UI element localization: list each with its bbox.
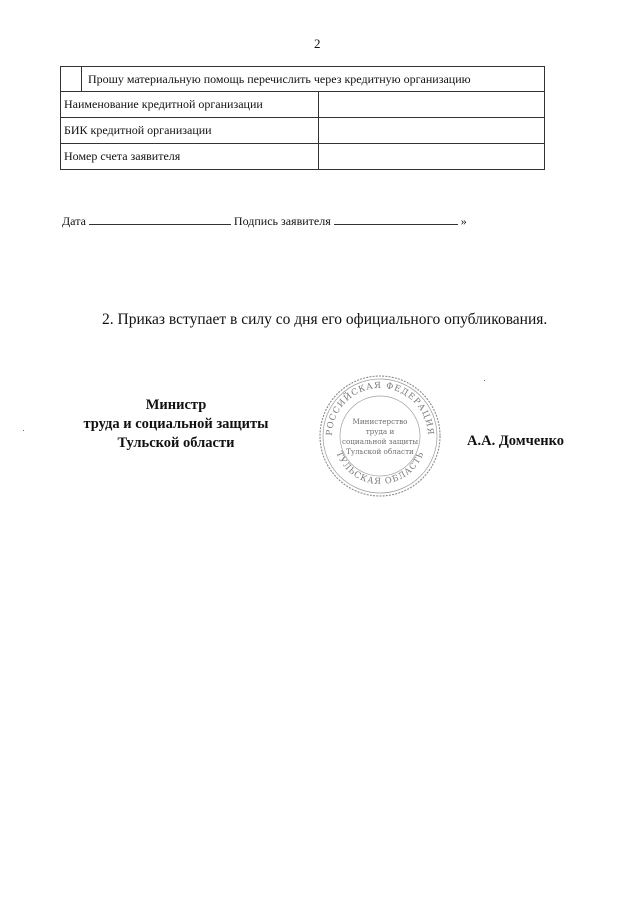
- signatory-name: А.А. Домченко: [467, 433, 565, 449]
- official-stamp: [318, 374, 442, 498]
- date-blank[interactable]: [89, 212, 231, 225]
- stamp-center-line: труда и: [365, 427, 395, 436]
- scan-speck: [484, 380, 485, 381]
- applicant-signature-label: Подпись заявителя: [233, 214, 331, 228]
- stamp-center-line: Министерство: [352, 417, 408, 426]
- position-line: труда и социальной защиты: [83, 416, 269, 432]
- date-signature-line: [62, 212, 467, 229]
- account-number-field[interactable]: [319, 144, 544, 169]
- table-row: [60, 144, 545, 170]
- bik-field[interactable]: [319, 118, 544, 143]
- transfer-checkbox-label: Прошу материальную помощь перечислить через кредитную организацию: [88, 72, 471, 86]
- signatory-position: [70, 396, 282, 453]
- page-number: 2: [314, 36, 321, 51]
- position-line: Тульской области: [117, 435, 235, 451]
- effective-date-clause: 2. Приказ вступает в силу со дня его официального опубликования.: [102, 311, 548, 328]
- signature-blank[interactable]: [334, 212, 458, 225]
- transfer-checkbox[interactable]: [60, 66, 82, 92]
- bik-label: БИК кредитной организации: [61, 118, 319, 143]
- bank-name-label: Наименование кредитной организации: [61, 92, 319, 117]
- table-row: [60, 92, 545, 118]
- bank-name-field[interactable]: [319, 92, 544, 117]
- scan-speck: [23, 430, 24, 431]
- position-line: Министр: [145, 397, 207, 413]
- bank-details-table: [60, 66, 545, 170]
- stamp-center-line: социальной защиты: [341, 437, 419, 446]
- table-row: [60, 118, 545, 144]
- account-number-label: Номер счета заявителя: [61, 144, 319, 169]
- date-label: Дата: [62, 214, 86, 228]
- closing-quote: »: [460, 214, 467, 228]
- stamp-ring-text: РОССИЙСКАЯ ФЕДЕРАЦИЯ: [324, 380, 436, 437]
- transfer-option-row: [60, 66, 545, 92]
- stamp-center-line: Тульской области: [346, 447, 414, 456]
- stamp-bottom-text: ТУЛЬСКАЯ ОБЛАСТЬ: [333, 449, 427, 488]
